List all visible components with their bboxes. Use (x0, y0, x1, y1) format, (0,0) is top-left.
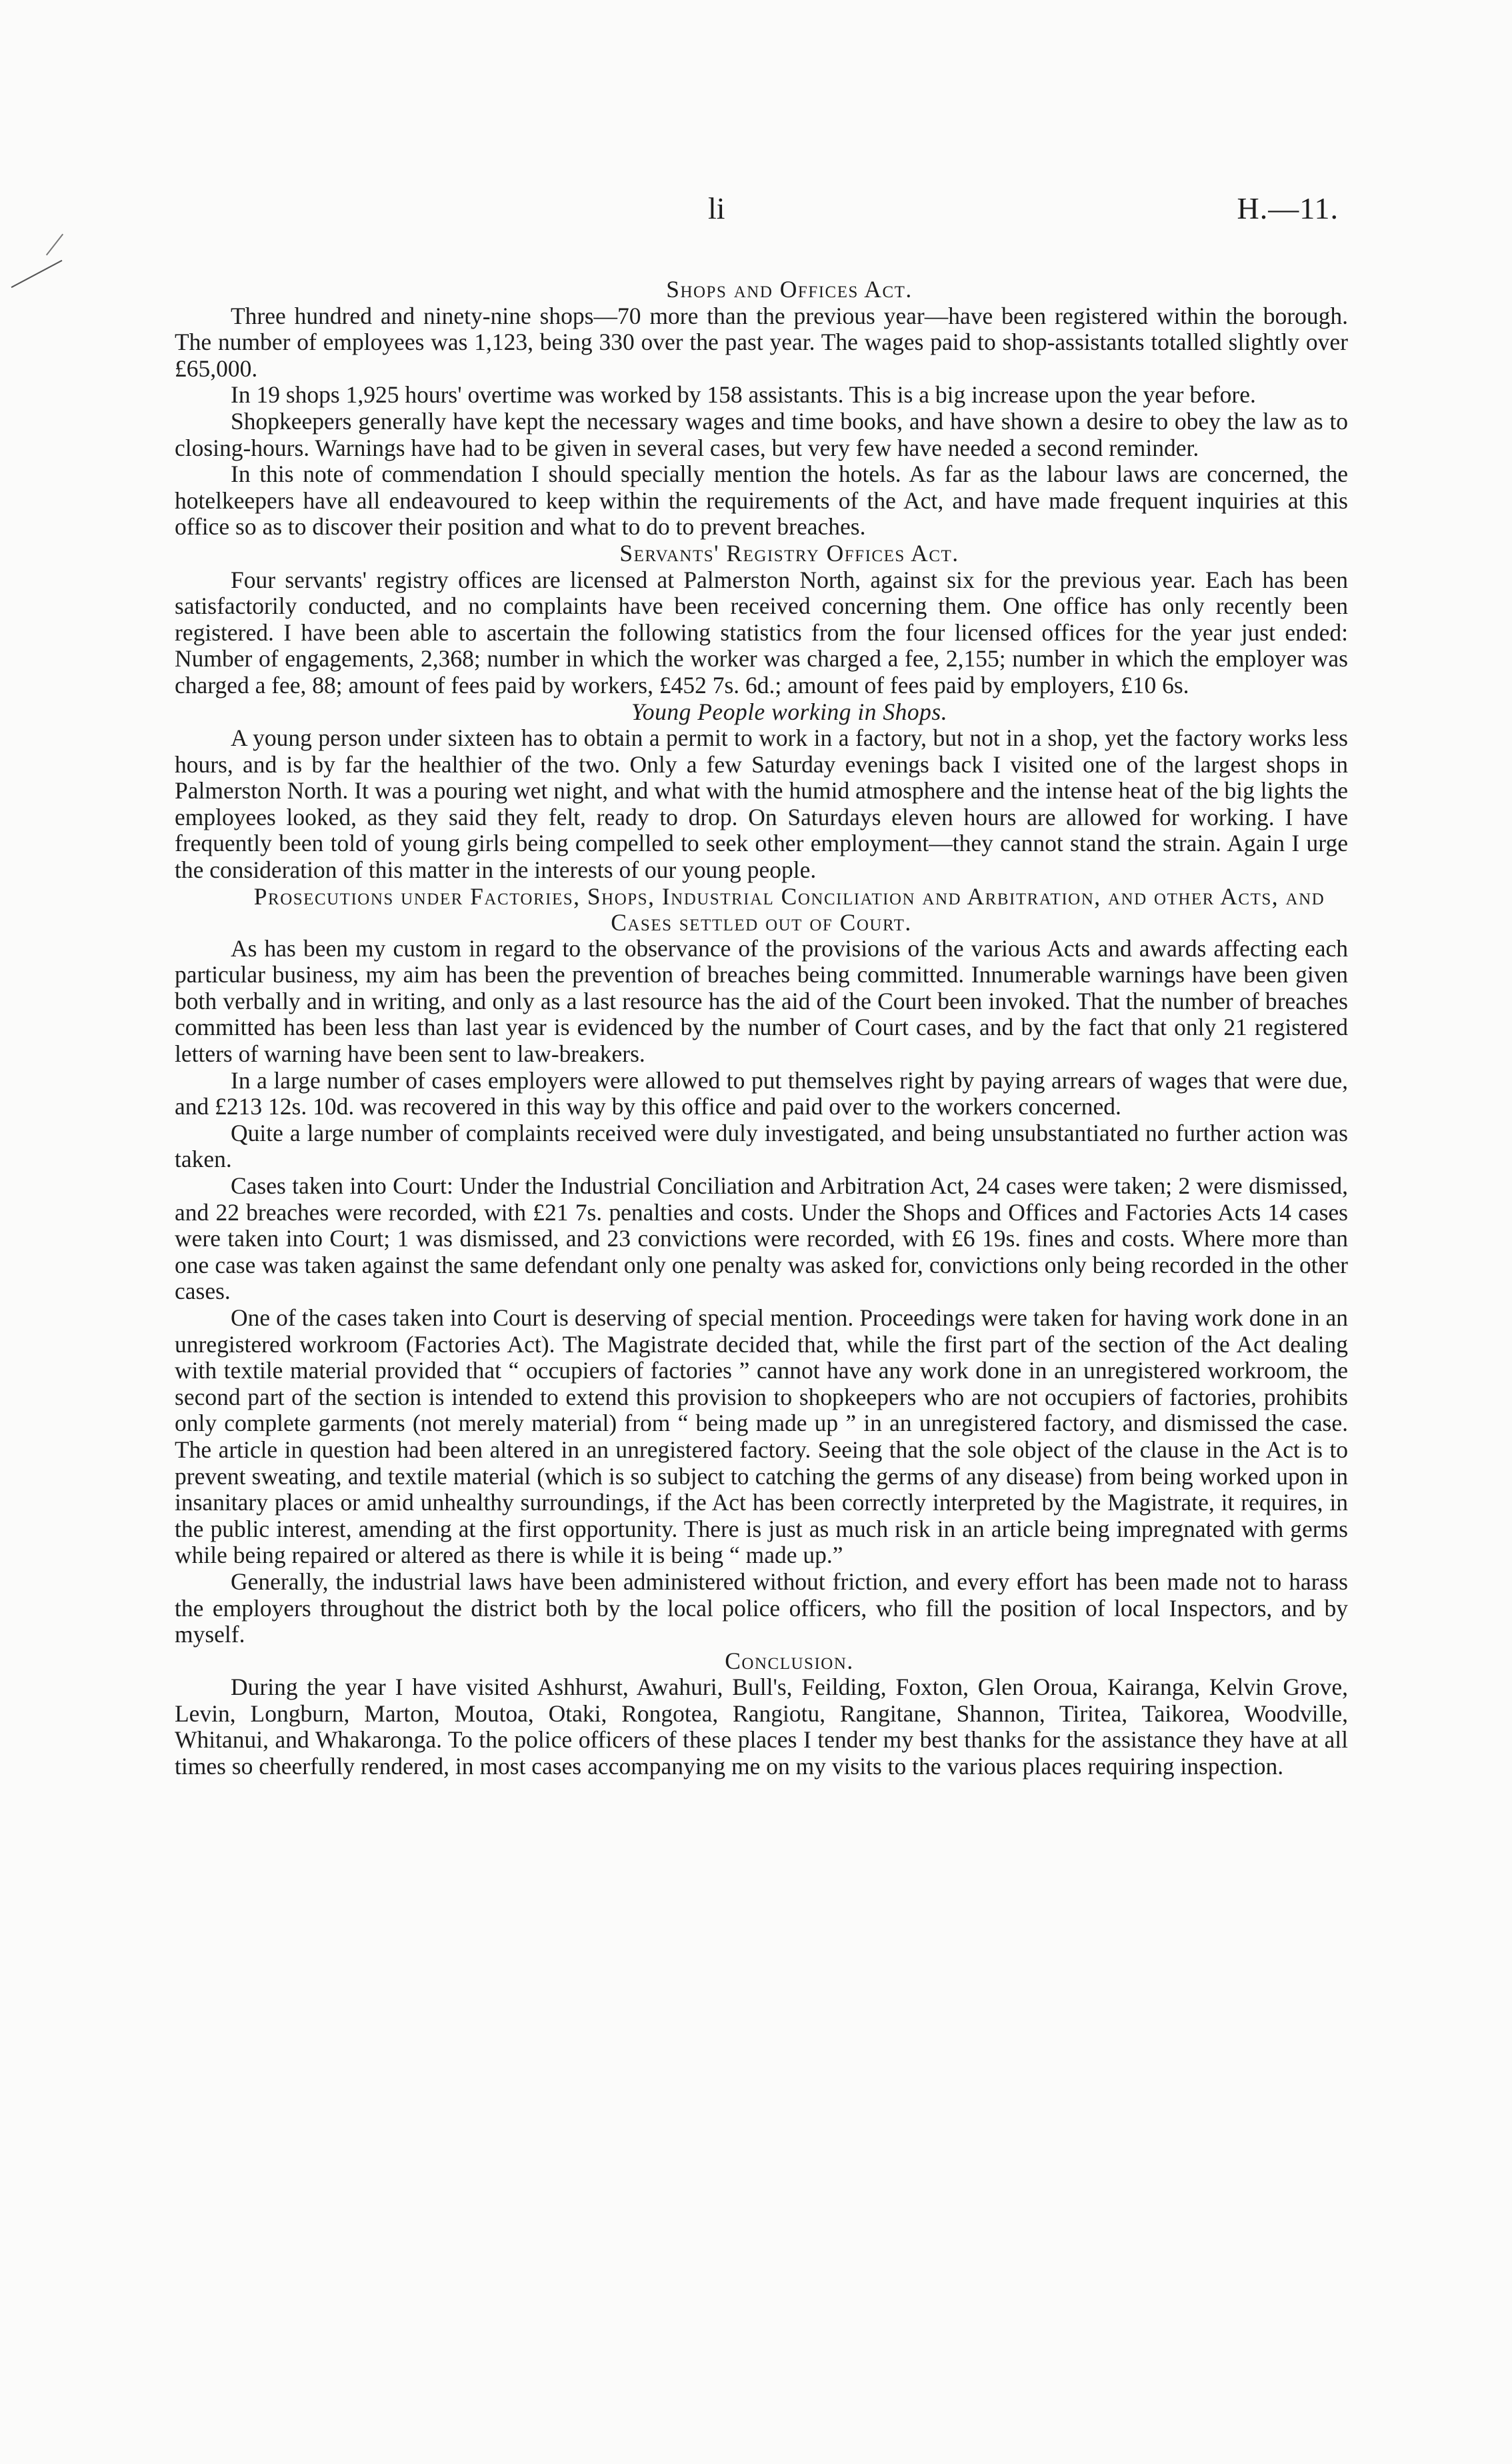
document-body (175, 277, 1348, 1780)
paragraph: Cases taken into Court: Under the Industrial Conciliation and Arbitration Act, 24 cases were taken; 2 were dismissed, and 22 breaches were recorded, with £21 7s. penalties and costs. Under the Shops and Offices and Factories Acts 14 cases were taken into Court; 1 was dismissed, and 23 convictions were recorded, with £6 19s. fines and costs. Where more than one case was taken against the same defendant only one penalty was asked for, convictions only being recorded in the other cases. (175, 1172, 1348, 1305)
document-reference: H.—11. (1237, 191, 1339, 225)
paragraph: Shopkeepers generally have kept the necessary wages and time books, and have shown a desire to obey the law as to closing-hours. Warnings have had to be given in several cases, but very few have needed a second reminder. (175, 407, 1348, 461)
paragraph: During the year I have visited Ashhurst, Awahuri, Bull's, Feilding, Foxton, Glen Oroua, Kairanga, Kelvin Grove, Levin, Longburn, Marton, Moutoa, Otaki, Rongotea, Rangiotu, Rangitane, Shannon, Tiritea, Taikorea, Woodville, Whitanui, and Whakaronga. To the police officers of these places I tender my best thanks for the assistance they have at all times so cheerfully rendered, in most cases accompanying me on my visits to the various places requiring inspection. (175, 1674, 1348, 1780)
section-heading-prosecutions: Prosecutions under Factories, Shops, Industrial Conciliation and Arbitration, and other Acts, and Cases settled out of Court. (253, 882, 1325, 936)
paragraph: Quite a large number of complaints received were duly investigated, and being unsubstantiated no further action was taken. (175, 1119, 1348, 1173)
paragraph: As has been my custom in regard to the observance of the provisions of the various Acts and awards affecting each particular business, my aim has been the prevention of breaches being committed. Innumerable warnings have been given both verbally and in writing, and only as a last resource has the aid of the Court been invoked. That the number of breaches committed has been less than last year is evidenced by the number of Court cases, and by the fact that only 21 registered letters of warning have been sent to law-breakers. (175, 934, 1348, 1068)
paragraph: In a large number of cases employers were allowed to put themselves right by paying arrears of wages that were due, and £213 12s. 10d. was recovered in this way by this office and paid over to the workers concerned. (175, 1066, 1348, 1120)
section-heading-conclusion: Conclusion. (725, 1647, 854, 1674)
paragraph: Four servants' registry offices are licensed at Palmerston North, against six for the previous year. Each has been satisfactorily conducted, and no complaints have been received concerning them. One office has only recently been registered. I have been able to ascertain the following statistics from the four licensed offices for the year just ended: Number of engagements, 2,368; number in which the worker was charged a fee, 2,155; number in which the employer was charged a fee, 88; amount of fees paid by workers, £452 7s. 6d.; amount of fees paid by employers, £10 6s. (175, 566, 1348, 698)
section-heading-shops-offices: Shops and Offices Act. (666, 276, 913, 303)
paragraph: In 19 shops 1,925 hours' overtime was worked by 158 assistants. This is a big increase upon the year before. (231, 381, 1256, 409)
page-number: li (708, 191, 725, 225)
section-heading-servants-registry: Servants' Registry Offices Act. (619, 539, 959, 567)
page-header (0, 191, 1512, 231)
paragraph: Generally, the industrial laws have been administered without friction, and every effort has been made not to harass the employers throughout the district both by the local police officers, who fill the position of local Inspectors, and by myself. (175, 1568, 1348, 1648)
margin-pencil-stroke (46, 234, 63, 256)
margin-pencil-stroke (11, 260, 63, 288)
paragraph: A young person under sixteen has to obtain a permit to work in a factory, but not in a shop, yet the factory works less hours, and is by far the healthier of the two. Only a few Saturday evenings back I visited one of the largest shops in Palmerston North. It was a pouring wet night, and what with the humid atmosphere and the intense heat of the big lights the employees looked, as they said they felt, ready to drop. On Saturdays eleven hours are allowed for working. I have frequently been told of young girls being compelled to seek other employment—they cannot stand the strain. Again I urge the consideration of this matter in the interests of our young people. (175, 724, 1348, 884)
paragraph: One of the cases taken into Court is deserving of special mention. Proceedings were taken for having work done in an unregistered workroom (Factories Act). The Magistrate decided that, while the first part of the section of the Act dealing with textile material provided that “ occupiers of factories ” cannot have any work done in an unregistered workroom, the second part of the section is intended to extend this provision to shopkeepers who are not occupiers of factories, prohibits only complete garments (not merely material) from “ being made up ” in an unregistered factory, and dismissed the case. The article in question had been altered in an unregistered factory. Seeing that the sole object of the clause in the Act is to prevent sweating, and textile material (which is so subject to catching the germs of any disease) from being worked upon in insanitary places or amid unhealthy surroundings, if the Act has been correctly interpreted by the Magistrate, it requires, in the public interest, amending at the first opportunity. There is just as much risk in an article being impregnated with germs while being repaired or altered as there is while it is being “ made up.” (175, 1304, 1348, 1569)
paragraph: In this note of commendation I should specially mention the hotels. As far as the labour laws are concerned, the hotelkeepers have all endeavoured to keep within the requirements of the Act, and have made frequent inquiries at this office so as to discover their position and what to do to prevent breaches. (175, 461, 1348, 541)
section-heading-young-people: Young People working in Shops. (631, 698, 948, 725)
paragraph: Three hundred and ninety-nine shops—70 more than the previous year—have been registered within the borough. The number of employees was 1,123, being 330 over the past year. The wages paid to shop-assistants totalled slightly over £65,000. (175, 302, 1348, 382)
